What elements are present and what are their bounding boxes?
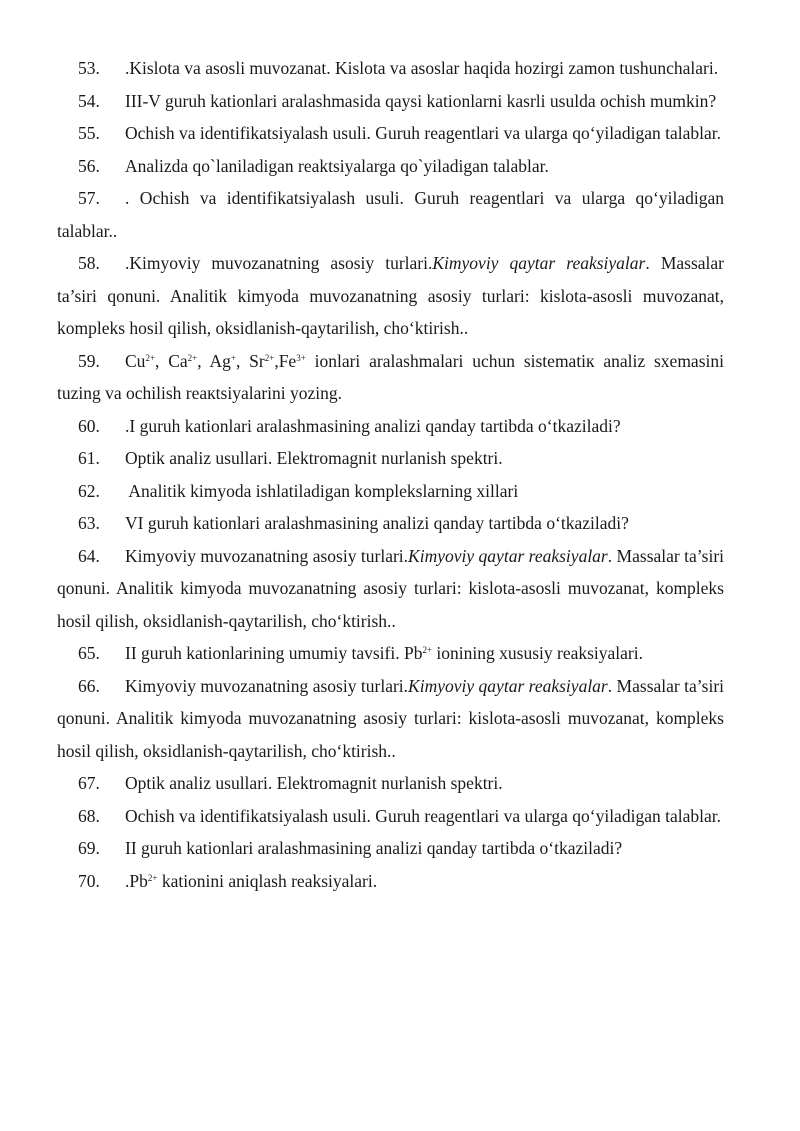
question-number: 70. — [78, 870, 100, 891]
italic-text: Kimyoviy qaytar reaksiyalar — [408, 545, 608, 566]
question-item — [57, 507, 724, 540]
question-number: 59. — [78, 350, 100, 371]
question-text: .Pb — [125, 870, 148, 891]
question-item — [57, 410, 724, 443]
question-text: .I guruh kationlari aralashmasining analizi qanday tartibda o‘tkaziladi? — [125, 415, 621, 436]
question-text: ionining xususiy reaksiyalari. — [432, 643, 643, 663]
question-text: , Ca — [155, 350, 188, 371]
question-item — [57, 800, 724, 833]
italic-text: Kimyoviy qaytar reaksiyalar — [432, 253, 646, 273]
question-number: 60. — [78, 415, 100, 436]
question-text: . Massalar ta’siri qonuni. Analitik kimyoda muvozanatning asosiy turlari: kislota-asosli muvozanat, kompleks hosil qilish, oksidlanish-qaytarilish, cho‘ktirish.. — [57, 545, 725, 631]
question-text: Ochish va identifikatsiyalash usuli. Guruh reagentlari va ularga qo‘yiladigan talablar. — [125, 123, 721, 143]
question-text: III-V guruh kationlari aralashmasida qaysi kationlarni kasrli usulda ochish mumkin? — [125, 90, 717, 111]
question-number: 61. — [78, 448, 100, 468]
charge-superscript: 2+ — [147, 872, 158, 883]
document-page — [57, 52, 724, 897]
question-text: Ochish va identifikatsiyalash usuli. Guruh reagentlari va ularga qo‘yiladigan talablar. — [125, 805, 721, 826]
question-item — [57, 150, 724, 183]
italic-text: Kimyoviy qaytar reaksiyalar — [408, 675, 608, 696]
question-text: .Kislota va asosli muvozanat. Kislota va asoslar haqida hozirgi zamon tushunchalari. — [125, 58, 719, 78]
question-number: 55. — [78, 123, 100, 143]
question-text: II guruh kationlarining umumiy tavsifi. Pb — [125, 643, 423, 663]
question-item — [57, 767, 724, 800]
question-text: II guruh kationlari aralashmasining analizi qanday tartibda o‘tkaziladi? — [125, 838, 623, 858]
question-item — [57, 832, 724, 865]
question-item — [57, 475, 724, 508]
charge-superscript: 2+ — [145, 352, 156, 363]
question-text: Cu — [125, 350, 146, 371]
charge-superscript: + — [230, 352, 236, 363]
question-text: Analizda qo`laniladigan reaktsiyalarga qo`yiladigan talablar. — [125, 155, 549, 176]
question-number: 56. — [78, 155, 100, 176]
charge-superscript: 3+ — [296, 352, 306, 363]
question-item — [57, 52, 724, 85]
question-number: 63. — [78, 513, 100, 533]
question-text: . Massalar ta’siri qonuni. Analitik kimyoda muvozanatning asosiy turlari: kislota-asosli muvozanat, kompleks hosil qilish, oksidlanish-qaytarilish, cho‘ktirish.. — [57, 675, 725, 761]
question-item — [57, 637, 724, 670]
question-item — [57, 117, 724, 150]
question-text: Optik analiz usullari. Elektromagnit nurlanish spektri. — [125, 448, 503, 468]
question-text: . Ochish va identifikatsiyalash usuli. Guruh reagentlari va ularga qo‘yiladigan talablar.. — [57, 188, 724, 241]
question-text: Kimyoviy muvozanatning asosiy turlari. — [125, 545, 409, 566]
question-number: 57. — [78, 188, 100, 208]
question-text: . Massalar ta’siri qonuni. Analitik kimyoda muvozanatning asosiy turlari: kislota-asosli muvozanat, kompleks hosil qilish, oksidlanish-qaytarilish, cho‘ktirish.. — [57, 253, 724, 338]
question-text: .Kimyoviy muvozanatning asosiy turlari. — [125, 253, 433, 273]
question-text: ,Fe — [274, 350, 297, 371]
question-text: Analitik kimyoda ishlatiladigan komplekslarning xillari — [125, 480, 519, 501]
question-item — [57, 670, 724, 768]
question-number: 54. — [78, 90, 100, 111]
question-number: 58. — [78, 253, 100, 273]
question-number: 66. — [78, 675, 100, 696]
question-text: , Ag — [197, 350, 231, 371]
question-number: 69. — [78, 838, 100, 858]
question-text: kationini aniqlash reaksiyalari. — [157, 870, 378, 891]
question-number: 67. — [78, 773, 100, 793]
question-item — [57, 345, 724, 410]
question-text: VI guruh kationlari aralashmasining analizi qanday tartibda o‘tkaziladi? — [125, 513, 629, 533]
question-item — [57, 247, 724, 345]
question-item — [57, 442, 724, 475]
question-item — [57, 865, 724, 898]
question-number: 62. — [78, 480, 100, 501]
question-text: , Sr — [235, 350, 265, 371]
question-number: 64. — [78, 545, 100, 566]
question-text: ionlari aralashmalari uchun sistematiк analiz sxemasini tuzing va ochilish reaкtsiyalarini yozing. — [57, 350, 724, 403]
question-number: 65. — [78, 643, 100, 663]
question-number: 53. — [78, 58, 100, 78]
charge-superscript: 2+ — [422, 645, 433, 655]
charge-superscript: 2+ — [264, 352, 275, 363]
question-item — [57, 540, 724, 638]
question-number: 68. — [78, 805, 100, 826]
question-item — [57, 182, 724, 247]
question-item — [57, 85, 724, 118]
question-text: Optik analiz usullari. Elektromagnit nurlanish spektri. — [125, 773, 503, 793]
question-text: Kimyoviy muvozanatning asosiy turlari. — [125, 675, 409, 696]
charge-superscript: 2+ — [187, 352, 198, 363]
